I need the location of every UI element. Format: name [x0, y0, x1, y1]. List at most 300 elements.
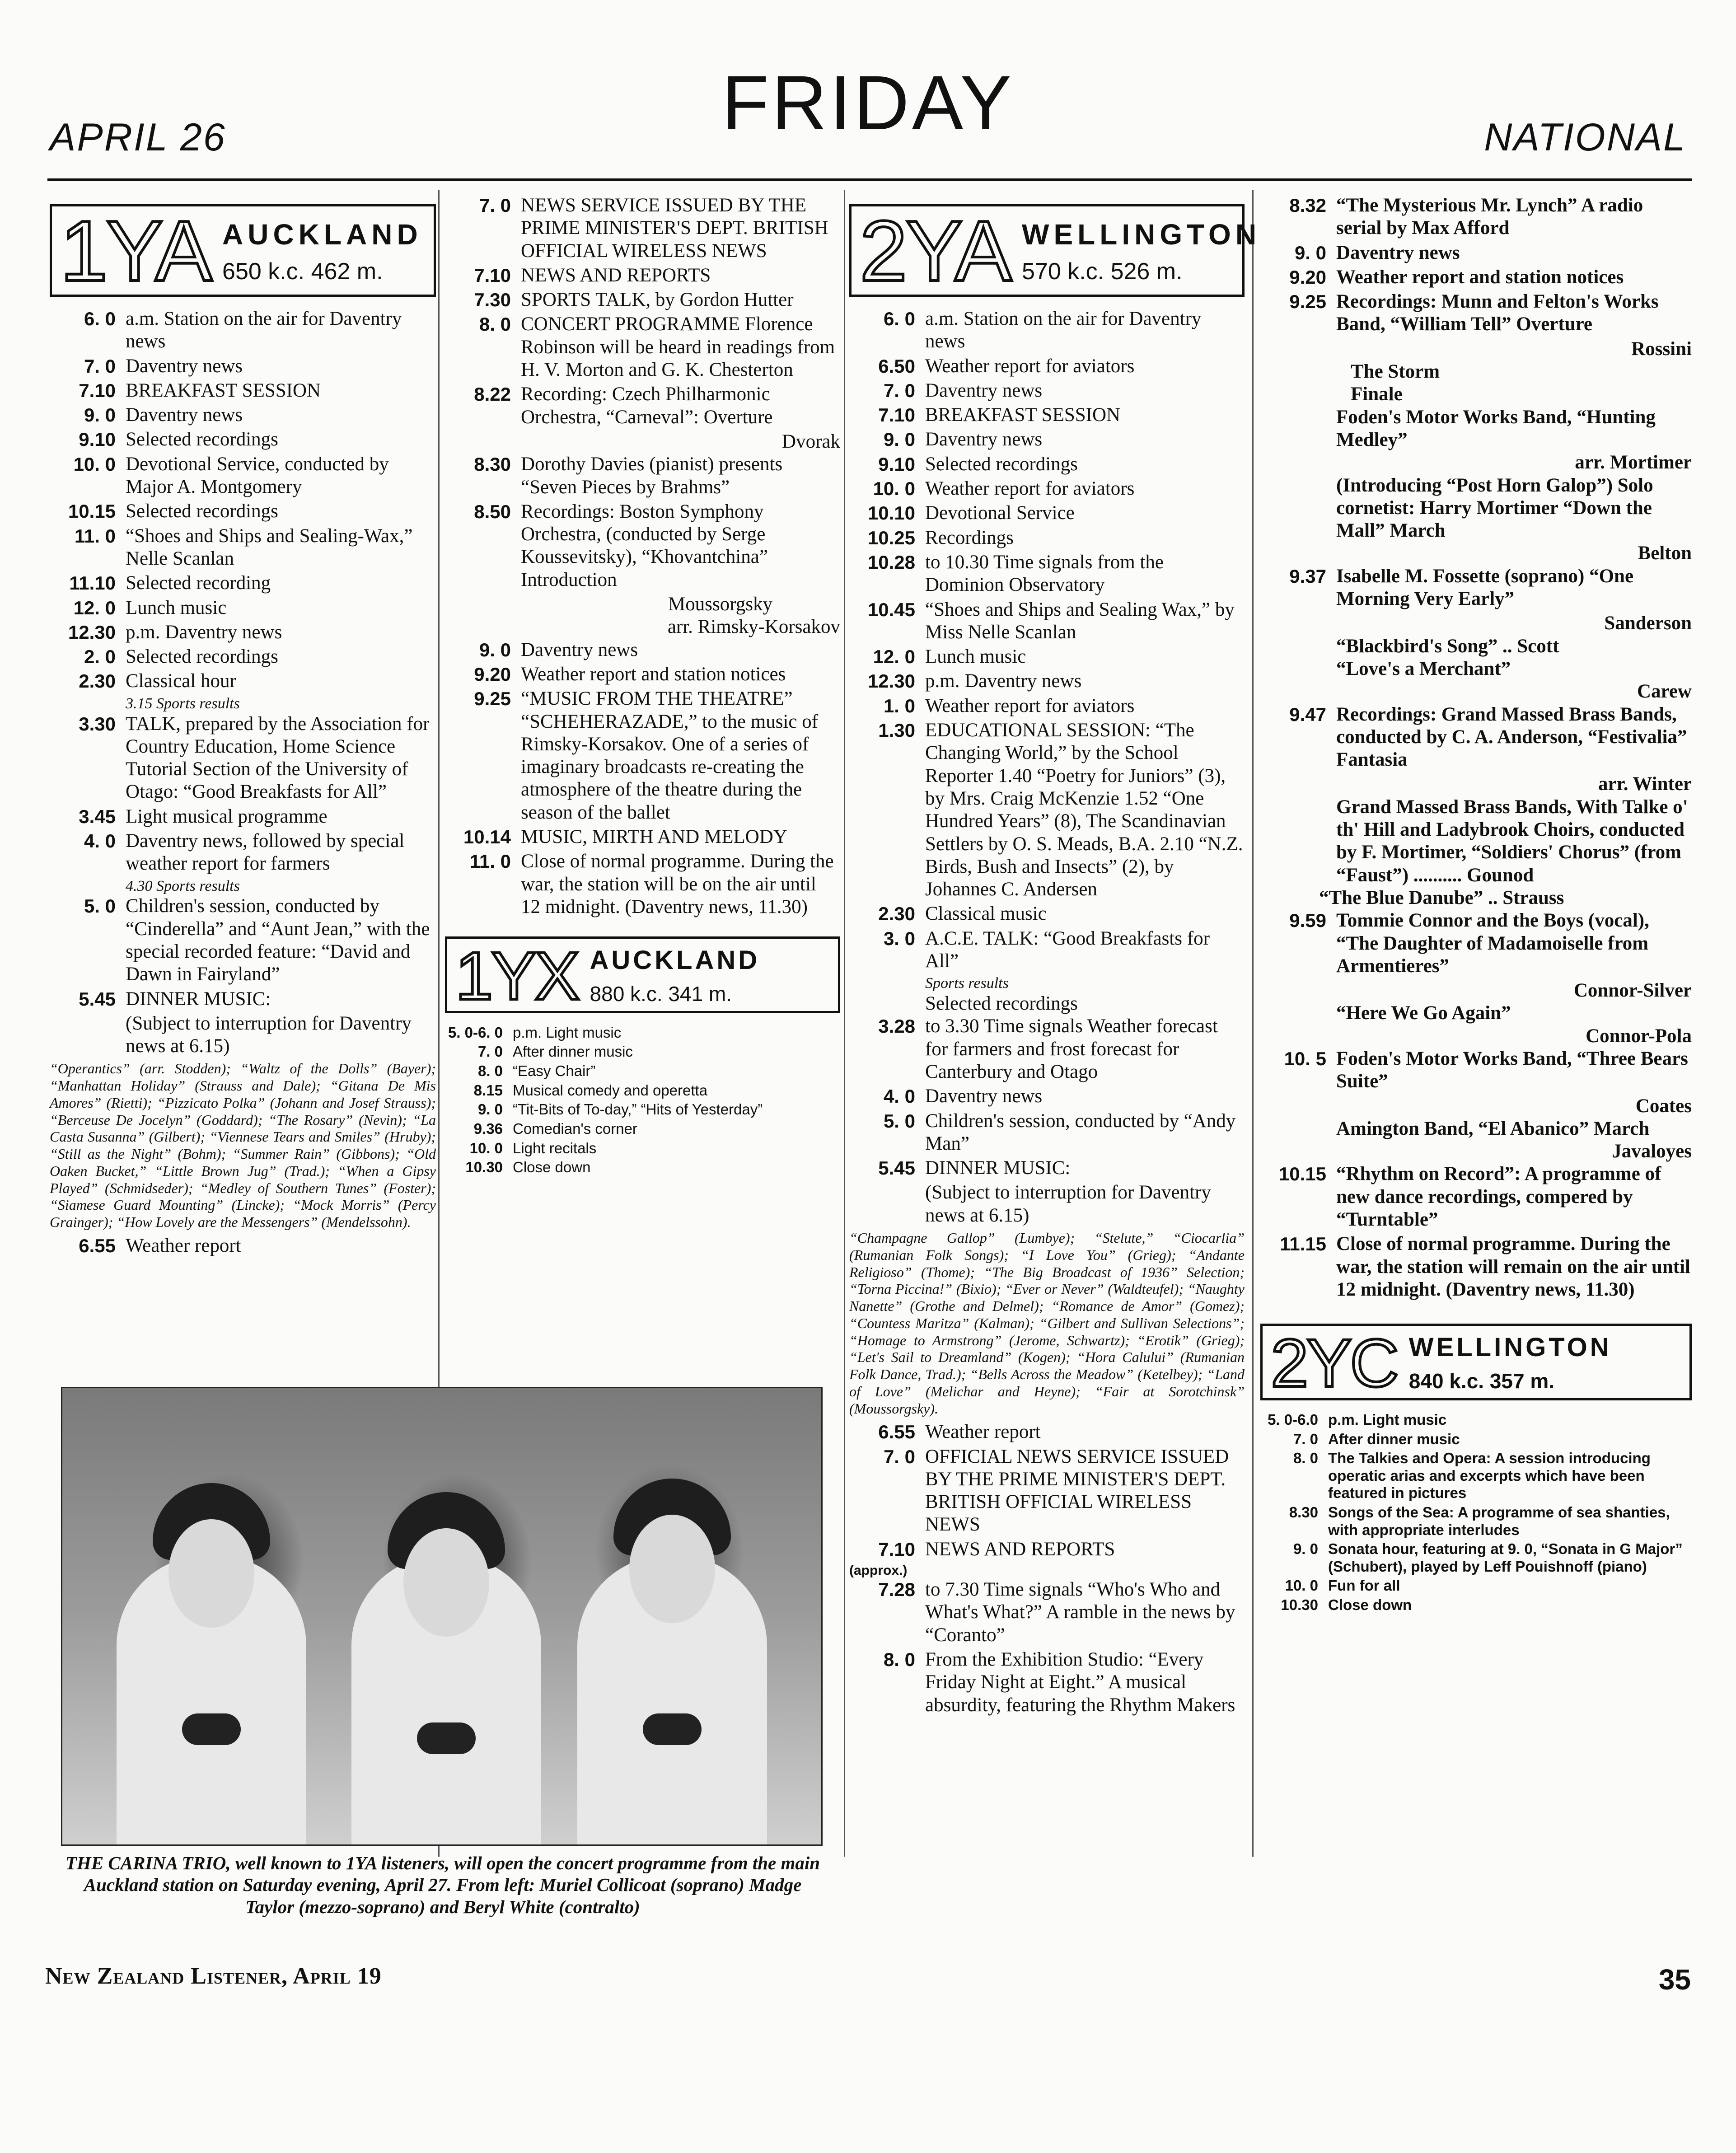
- entry-text: Daventry news: [126, 404, 243, 426]
- entry-time: 7. 0: [883, 379, 915, 401]
- entry-text: Daventry news: [1336, 242, 1460, 263]
- entry-text: Daventry news: [925, 429, 1043, 450]
- programme-entry: [849, 1085, 1245, 1108]
- programme-entry: [50, 713, 436, 804]
- programme-entry: [1260, 1504, 1692, 1539]
- column-1ya-evening: [445, 194, 840, 1178]
- station-city: WELLINGTON: [1022, 218, 1261, 251]
- entry-text: to 7.30 Time signals “Who's Who and What's What?” A ramble in the news by “Coranto”: [925, 1579, 1235, 1646]
- programme-entry: [445, 1120, 840, 1138]
- entry-time: 9.10: [79, 429, 116, 450]
- entry-time: 10.28: [867, 551, 915, 573]
- entry-time: 9. 0: [477, 1101, 503, 1118]
- entry-text: After dinner music: [513, 1043, 633, 1060]
- station-box-2ya: [849, 203, 1261, 299]
- entry-time: 10.25: [867, 527, 915, 548]
- programme-entry: [50, 525, 436, 571]
- entry-text: Lunch music: [925, 646, 1026, 668]
- entry-text: Daventry news: [925, 379, 1043, 401]
- entry-text: Light musical programme: [126, 805, 328, 827]
- photo-detail: [643, 1713, 702, 1745]
- entry-time: 4. 0: [883, 1086, 915, 1107]
- programme-entry: [849, 599, 1245, 644]
- page-number: 35: [1658, 1963, 1691, 1996]
- entry-text: “Tit-Bits of To-day,” “Hits of Yesterday”: [513, 1101, 763, 1118]
- entry-time: 7. 0: [1293, 1430, 1318, 1447]
- programme-entry: [445, 1024, 840, 1042]
- entry-text: A.C.E. TALK: “Good Breakfasts for All”: [925, 927, 1210, 972]
- date-label: APRIL 26: [50, 116, 226, 159]
- programme-entry: [849, 1421, 1245, 1443]
- entry-time: 9.59: [1289, 910, 1326, 931]
- entry-time: 7. 0: [84, 355, 116, 377]
- programme-entry: [849, 477, 1245, 500]
- entry-text: BREAKFAST SESSION: [925, 404, 1121, 426]
- programme-entry: [445, 1062, 840, 1080]
- entry-time: 7.30: [474, 289, 511, 311]
- column-2ya-evening: [1260, 194, 1692, 1616]
- entry-time: 5.45: [878, 1157, 915, 1179]
- programme-entry: [50, 428, 436, 451]
- programme-entry: [849, 903, 1245, 925]
- entry-time: 7.10: [878, 404, 915, 426]
- entry-text: Songs of the Sea: A programme of sea shanties, with appropriate interludes: [1328, 1503, 1670, 1538]
- arranger: arr. Winter: [1598, 773, 1692, 795]
- programme-entry: [50, 404, 436, 426]
- entry-text: Weather report for aviators: [925, 695, 1135, 716]
- programme-list: [1260, 1163, 1692, 1301]
- entry-time: 8. 0: [479, 314, 511, 335]
- programme-entry: [849, 695, 1245, 717]
- composer: Carew: [1637, 681, 1692, 702]
- station-city: AUCKLAND: [222, 218, 422, 251]
- programme-entry: [445, 383, 840, 429]
- programme-list: [50, 895, 436, 1010]
- entry-text: “Blackbird's Song” .. Scott: [1336, 635, 1559, 657]
- programme-list: [1260, 1048, 1692, 1093]
- programme-entry: [1260, 1577, 1692, 1595]
- programme-entry: [445, 1140, 840, 1157]
- programme-entry: [849, 1538, 1245, 1561]
- entry-time: 7.10: [79, 379, 116, 401]
- programme-list: [1260, 194, 1692, 336]
- programme-list: [1260, 565, 1692, 611]
- entry-time: 8. 0: [883, 1649, 915, 1671]
- entry-text: Classical music: [925, 903, 1047, 925]
- station-callsign: 1YX: [455, 937, 578, 1014]
- column-divider: [1252, 190, 1254, 1857]
- entry-text: Weather report and station notices: [521, 663, 786, 685]
- programme-entry: [1260, 1411, 1692, 1429]
- composer: Coates: [1635, 1095, 1692, 1117]
- entry-text: Weather report for aviators: [925, 355, 1135, 377]
- dinner-note: (Subject to interruption for Daventry news at 6.15): [126, 1012, 412, 1057]
- entry-time: 10.14: [463, 826, 511, 848]
- programme-list: [849, 308, 1245, 973]
- programme-entry: [1260, 242, 1692, 264]
- entry-time: 10.30: [1281, 1596, 1318, 1614]
- programme-entry: [1260, 909, 1692, 978]
- entry-time: 1.30: [878, 720, 915, 741]
- entry-text: Lunch music: [126, 597, 227, 618]
- entry-text: “The Blue Danube” .. Strauss: [1319, 887, 1564, 908]
- header-rule: [47, 178, 1692, 181]
- entry-time: 12. 0: [73, 597, 116, 618]
- entry-time: 3. 0: [883, 927, 915, 949]
- entry-time: 6.55: [79, 1235, 116, 1256]
- entry-text: OFFICIAL NEWS SERVICE ISSUED BY THE PRIME MINISTER'S DEPT. BRITISH OFFICIAL WIRELESS NEWS: [925, 1446, 1229, 1535]
- programme-entry: [849, 308, 1245, 353]
- entry-text: Selected recordings: [126, 501, 278, 522]
- entry-text: Isabelle M. Fossette (soprano) “One Morning Very Early”: [1336, 565, 1634, 610]
- entry-text: NEWS AND REPORTS: [925, 1538, 1115, 1560]
- arranger: arr. Mortimer: [1575, 452, 1692, 473]
- entry-text: BREAKFAST SESSION: [126, 379, 321, 401]
- station-city: WELLINGTON: [1408, 1333, 1612, 1362]
- entry-text: Children's session, conducted by “Cinderella” and “Aunt Jean,” with the special recorded feature: “David and Dawn in Fairyland”: [126, 895, 430, 985]
- programme-entry: [849, 428, 1245, 451]
- entry-time: 11.15: [1280, 1233, 1326, 1255]
- entry-text: CONCERT PROGRAMME Florence Robinson will be heard in readings from H. V. Morton and G. K. Chesterton: [521, 314, 835, 381]
- entry-time: 7. 0: [477, 1043, 503, 1060]
- entry-text: “Shoes and Ships and Sealing Wax,” by Miss Nelle Scanlan: [925, 599, 1235, 643]
- entry-time: 5. 0: [84, 895, 116, 917]
- entry-time: 10.15: [68, 501, 116, 522]
- programme-entry: [445, 453, 840, 499]
- programme-entry: [50, 597, 436, 619]
- entry-time: 11. 0: [469, 851, 511, 872]
- programme-entry: [849, 927, 1245, 973]
- entry-time: 12.30: [867, 670, 915, 692]
- movement: Finale: [1351, 384, 1403, 405]
- entry-text: Close of normal programme. During the war, the station will remain on the air until 12 midnight. (Daventry news, 11.30): [1336, 1233, 1690, 1300]
- programme-entry: [1260, 1431, 1692, 1448]
- entry-text: Daventry news: [521, 639, 638, 660]
- entry-text: Selected recordings: [925, 453, 1078, 475]
- programme-entry: [445, 313, 840, 381]
- day-title: FRIDAY: [722, 60, 1014, 146]
- programme-entry: [445, 663, 840, 686]
- entry-text: DINNER MUSIC:: [126, 988, 271, 1010]
- entry-text: NEWS AND REPORTS: [521, 264, 711, 286]
- entry-text: Weather report: [126, 1235, 241, 1256]
- programme-entry: [445, 1101, 840, 1119]
- station-frequency: 880 k.c. 341 m.: [590, 982, 732, 1006]
- composer: Javaloyes: [1612, 1141, 1692, 1162]
- programme-entry: [50, 621, 436, 644]
- entry-text: Devotional Service, conducted by Major A. Montgomery: [126, 453, 389, 498]
- programme-entry: [445, 1082, 840, 1100]
- programme-entry: [849, 551, 1245, 597]
- entry-text: “Love's a Merchant”: [1336, 658, 1511, 679]
- entry-time: 10.10: [867, 502, 915, 524]
- programme-list: [445, 194, 840, 429]
- programme-entry: [849, 379, 1245, 402]
- column-2ya: [849, 194, 1261, 1718]
- entry-time: 9.36: [473, 1120, 503, 1137]
- entry-text: a.m. Station on the air for Daventry news: [126, 308, 402, 352]
- entry-time: 8. 0: [1293, 1450, 1318, 1467]
- entry-text: Selected recordings: [925, 993, 1078, 1015]
- entry-time: 9. 0: [883, 429, 915, 450]
- programme-entry: [1260, 703, 1692, 772]
- entry-text: “The Mysterious Mr. Lynch” A radio serial by Max Afford: [1336, 195, 1643, 239]
- entry-text: Light recitals: [513, 1139, 597, 1156]
- column-divider: [844, 190, 845, 1857]
- entry-text: Devotional Service: [925, 502, 1075, 524]
- programme-entry: [849, 1110, 1245, 1156]
- programme-entry: [1260, 1163, 1692, 1231]
- entry-text: MUSIC, MIRTH AND MELODY: [521, 826, 787, 848]
- programme-entry: [445, 1159, 840, 1176]
- programme-entry: [50, 572, 436, 594]
- programme-entry: [445, 501, 840, 591]
- entry-time: 8.30: [474, 454, 511, 475]
- entry-text: a.m. Station on the air for Daventry news: [925, 308, 1202, 352]
- entry-text: p.m. Daventry news: [126, 621, 282, 643]
- programme-list: [445, 1024, 840, 1176]
- approx-note: (approx.): [849, 1563, 908, 1578]
- entry-time: 9. 0: [1294, 242, 1326, 263]
- entry-time: 6.50: [878, 355, 915, 377]
- entry-text: Recordings: Grand Massed Brass Bands, conducted by C. A. Anderson, “Festivalia” Fantasia: [1336, 703, 1687, 771]
- programme-entry: [50, 988, 436, 1011]
- programme-list: [1260, 1411, 1692, 1614]
- entry-time: 3.45: [79, 805, 116, 827]
- entry-time: 9.10: [878, 453, 915, 475]
- entry-time: 9.25: [474, 688, 511, 710]
- programme-entry: [50, 500, 436, 523]
- sports-note: 3.15 Sports results: [126, 695, 240, 712]
- entry-text: Amington Band, “El Abanico” March: [1336, 1118, 1650, 1139]
- station-box-1yx: [445, 936, 840, 1013]
- entry-time: 9.20: [1289, 266, 1326, 288]
- programme-entry: [1260, 1048, 1692, 1093]
- station-callsign: 2YC: [1271, 1325, 1397, 1401]
- entry-text: After dinner music: [1328, 1430, 1460, 1447]
- programme-entry: [445, 264, 840, 287]
- sports-note: Sports results: [925, 975, 1009, 992]
- entry-time: 11. 0: [74, 525, 116, 547]
- programme-list: [445, 453, 840, 591]
- programme-entry: [849, 1446, 1245, 1536]
- composer: Moussorgsky: [668, 594, 772, 615]
- entry-text: p.m. Light music: [513, 1024, 622, 1041]
- entry-text: Children's session, conducted by “Andy Man”: [925, 1110, 1236, 1154]
- programme-entry: [849, 719, 1245, 901]
- programme-entry: [849, 404, 1245, 426]
- entry-time: 12. 0: [873, 646, 915, 668]
- programme-entry: [50, 355, 436, 378]
- composer: Connor-Pola: [1586, 1025, 1692, 1047]
- station-frequency: 840 k.c. 357 m.: [1408, 1369, 1555, 1393]
- programme-entry: [849, 502, 1245, 524]
- entry-time: 7.10: [474, 264, 511, 286]
- programme-entry: [445, 194, 840, 262]
- composer: Connor-Silver: [1573, 980, 1692, 1002]
- entry-text: Daventry news, followed by special weather report for farmers: [126, 830, 405, 875]
- station-callsign: 1YA: [60, 203, 211, 299]
- entry-time: 11.10: [69, 572, 116, 594]
- entry-time: 10. 0: [469, 1139, 503, 1156]
- entry-time: 8.50: [474, 501, 511, 522]
- entry-text: Comedian's corner: [513, 1120, 637, 1137]
- entry-text: “Easy Chair”: [513, 1062, 596, 1080]
- entry-text: Foden's Motor Works Band, “Three Bears Suite”: [1336, 1048, 1688, 1092]
- programme-entry: [50, 670, 436, 693]
- programme-entry: [50, 805, 436, 828]
- entry-text: Daventry news: [126, 355, 243, 377]
- entry-text: NEWS SERVICE ISSUED BY THE PRIME MINISTER'S DEPT. BRITISH OFFICIAL WIRELESS NEWS: [521, 195, 828, 262]
- entry-text: Close down: [513, 1159, 591, 1176]
- programme-list: [849, 1421, 1245, 1561]
- programme-list: [1260, 703, 1692, 772]
- entry-text: Classical hour: [126, 670, 236, 692]
- entry-time: 6. 0: [84, 308, 116, 329]
- entry-time: 2.30: [878, 903, 915, 925]
- programme-entry: [1260, 290, 1692, 336]
- entry-time: 10.45: [867, 599, 915, 620]
- entry-text: Daventry news: [925, 1086, 1043, 1107]
- entry-text: Grand Massed Brass Bands, With Talke o' th' Hill and Ladybrook Choirs, conducted by F. Mortimer, “Soldiers' Chorus” (from “Faust”) .......... Gounod: [1336, 796, 1688, 886]
- entry-time: 9.47: [1289, 703, 1326, 725]
- photo-detail: [629, 1515, 715, 1623]
- photo-detail: [417, 1722, 476, 1754]
- entry-text: “MUSIC FROM THE THEATRE” “SCHEHERAZADE,” to the music of Rimsky-Korsakov. One of a series of imaginary broadcasts re-creating the atmosphere of the theatre during the season of the ballet: [521, 688, 819, 823]
- entry-text: Recording: Czech Philharmonic Orchestra, “Carneval”: Overture: [521, 384, 773, 428]
- entry-time: 6. 0: [883, 308, 915, 329]
- entry-text: Recordings: Boston Symphony Orchestra, (conducted by Serge Koussevitsky), “Khovantchina” Introduction: [521, 501, 768, 590]
- programme-entry: [1260, 266, 1692, 289]
- programme-entry: [849, 1157, 1245, 1179]
- entry-time: 3.30: [79, 713, 116, 735]
- programme-entry: [1260, 1540, 1692, 1575]
- entry-text: Selected recording: [126, 572, 271, 594]
- entry-time: 6.55: [878, 1421, 915, 1443]
- programme-entry: [445, 688, 840, 824]
- entry-time: 10. 0: [73, 453, 116, 475]
- entry-time: 8. 0: [477, 1062, 503, 1080]
- programme-entry: [445, 289, 840, 311]
- programme-list: [1260, 909, 1692, 978]
- entry-time: 10.30: [465, 1159, 503, 1176]
- trio-photo: [61, 1387, 823, 1846]
- entry-time: 7.10: [878, 1538, 915, 1560]
- entry-time: 9. 0: [479, 639, 511, 660]
- entry-time: 2.30: [79, 670, 116, 692]
- programme-entry: [849, 1015, 1245, 1083]
- programme-entry: [445, 1043, 840, 1061]
- entry-time: 8.32: [1289, 195, 1326, 216]
- entry-text: “Rhythm on Record”: A programme of new dance recordings, compered by “Turntable”: [1336, 1163, 1661, 1231]
- programme-list: [445, 639, 840, 919]
- entry-text: Recordings: [925, 527, 1014, 548]
- entry-time: 9. 0: [84, 404, 116, 426]
- entry-time: 5. 0: [883, 1110, 915, 1132]
- programme-entry: [445, 826, 840, 848]
- station-box-1ya: [50, 204, 436, 297]
- programme-entry: [50, 453, 436, 499]
- entry-time: 4. 0: [84, 830, 116, 852]
- entry-time: 3.28: [878, 1016, 915, 1037]
- entry-text: to 10.30 Time signals from the Dominion Observatory: [925, 551, 1164, 596]
- entry-text: Tommie Connor and the Boys (vocal), “The Daughter of Madamoiselle from Armentieres”: [1336, 910, 1649, 977]
- entry-text: p.m. Daventry news: [925, 670, 1082, 692]
- entry-time: 9.37: [1289, 565, 1326, 587]
- entry-time: 9. 0: [1293, 1540, 1318, 1558]
- publication-footer: New Zealand Listener, April 19: [45, 1963, 382, 1989]
- column-1yA: [50, 194, 436, 1259]
- composer: Rossini: [1631, 338, 1692, 360]
- dinner-music-list: “Operantics” (arr. Stodden); “Waltz of the Dolls” (Bayer); “Manhattan Holiday” (Strauss and Dale); “Gitana De Mis Amores” (Rietti); “Pizzicato Polka” (Johann and Josef Strauss); “Berceuse De Jocelyn” (Goddard); “The Rosary” (Nevin); “La Casta Susanna” (Gilbert); “Viennese Tears and Smiles” (Hruby); “Still as the Night” (Bohm); “Summer Rain” (Gibbons); “Old Oaken Bucket,” “Little Brown Jug” (Trad.); “When a Gipsy Played” (Schmidseder); “Medley of Southern Tunes” (Foster); “Siamese Guard Mounting” (Lincke); “Mock Morris” (Percy Grainger); “How Lovely are the Messengers” (Mendelssohn).: [50, 1060, 436, 1231]
- programme-entry: [50, 830, 436, 875]
- entry-text: Recordings: Munn and Felton's Works Band, “William Tell” Overture: [1336, 291, 1659, 335]
- entry-text: DINNER MUSIC:: [925, 1157, 1071, 1179]
- station-city: AUCKLAND: [590, 945, 760, 975]
- entry-time: 5. 0-6.0: [1268, 1411, 1318, 1428]
- programme-list: [50, 308, 436, 693]
- entry-text: EDUCATIONAL SESSION: “The Changing World,” by the School Reporter 1.40 “Poetry for Juniors” (3), by Mrs. Craig McKenzie 1.52 “One Hundred Years” (8), The Scandinavian Settlers by O. S. Meads, B.A. 2.10 “N.Z. Birds, Bush and Insects” (2), by Johannes C. Andersen: [925, 720, 1243, 900]
- composer: Sanderson: [1604, 613, 1692, 634]
- photo-detail: [182, 1713, 241, 1745]
- entry-text: TALK, prepared by the Association for Country Education, Home Science Tutorial Section of the University of Otago: “Good Breakfasts for All”: [126, 713, 430, 803]
- station-callsign: 2YA: [860, 203, 1011, 299]
- entry-text: SPORTS TALK, by Gordon Hutter: [521, 289, 794, 311]
- entry-time: 9.20: [474, 663, 511, 685]
- entry-time: 2. 0: [84, 646, 116, 668]
- entry-time: 7.28: [878, 1579, 915, 1601]
- programme-entry: [849, 453, 1245, 476]
- station-box-2yc: [1260, 1324, 1692, 1400]
- entry-time: 12.30: [68, 621, 116, 643]
- entry-time: 8.15: [473, 1081, 503, 1099]
- entry-time: 9.25: [1289, 291, 1326, 313]
- entry-text: (Introducing “Post Horn Galop”) Solo cornetist: Harry Mortimer “Down the Mall” March: [1336, 474, 1653, 542]
- entry-text: “Here We Go Again”: [1336, 1002, 1511, 1024]
- entry-text: Selected recordings: [126, 429, 278, 450]
- station-frequency: 570 k.c. 526 m.: [1022, 258, 1183, 285]
- photo-detail: [168, 1519, 254, 1628]
- entry-text: Selected recordings: [126, 646, 278, 668]
- programme-entry: [849, 527, 1245, 549]
- entry-time: 7. 0: [479, 195, 511, 216]
- programme-entry: [1260, 1233, 1692, 1301]
- entry-text: The Talkies and Opera: A session introducing operatic arias and excerpts which have been featured in pictures: [1328, 1450, 1651, 1502]
- entry-time: 10. 0: [1285, 1577, 1318, 1594]
- entry-text: Close down: [1328, 1596, 1412, 1614]
- programme-list: [50, 713, 436, 875]
- entry-time: 8.30: [1289, 1503, 1318, 1521]
- composer: Belton: [1638, 543, 1692, 564]
- entry-text: Dorothy Davies (pianist) presents “Seven Pieces by Brahms”: [521, 454, 783, 498]
- entry-time: 1. 0: [883, 695, 915, 716]
- programme-entry: [849, 670, 1245, 693]
- entry-text: to 3.30 Time signals Weather forecast for farmers and frost forecast for Canterbury and Otago: [925, 1016, 1218, 1082]
- entry-time: 10.15: [1278, 1163, 1326, 1185]
- programme-entry: [50, 308, 436, 353]
- programme-entry: [445, 639, 840, 661]
- entry-text: Weather report: [925, 1421, 1041, 1443]
- programme-entry: [50, 1235, 436, 1257]
- entry-time: 5.45: [79, 988, 116, 1010]
- entry-text: Weather report for aviators: [925, 478, 1135, 500]
- programme-entry: [50, 895, 436, 986]
- photo-detail: [403, 1528, 489, 1637]
- programme-entry: [849, 355, 1245, 378]
- dinner-note: (Subject to interruption for Daventry news at 6.15): [925, 1182, 1211, 1226]
- entry-text: Weather report and station notices: [1336, 266, 1624, 288]
- programme-entry: [1260, 565, 1692, 611]
